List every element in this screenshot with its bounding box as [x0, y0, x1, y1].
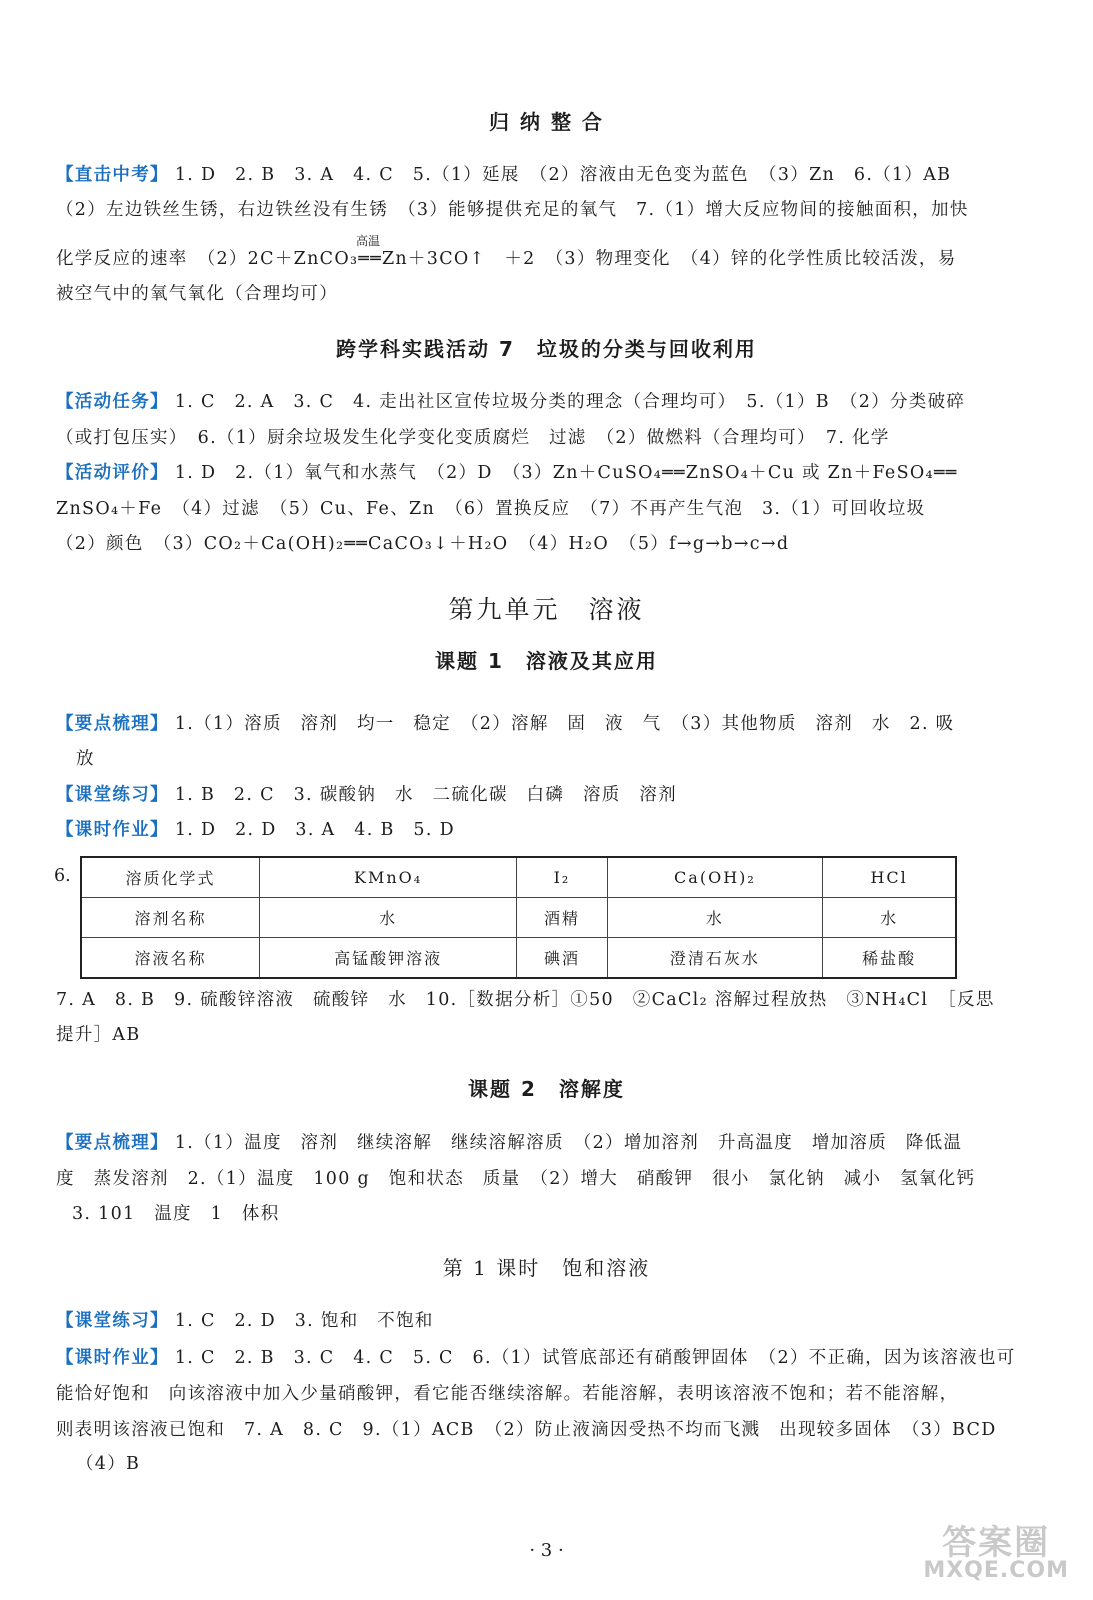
table-cell: 溶剂名称 [81, 898, 260, 938]
table-cell: 水 [607, 898, 823, 938]
tag-ketang: 【课堂练习】 [56, 785, 169, 805]
text-line: 则表明该溶液已饱和 7. A 8. C 9.（1）ACB （2）防止液滴因受热不均而飞溅 出现较多固体 （3）BCD [56, 1420, 997, 1440]
text-line: ZnSO₄＋Fe （4）过滤 （5）Cu、Fe、Zn （6）置换反应 （7）不再产生气泡 3.（1）可回收垃圾 [56, 499, 926, 519]
text-line: 度 蒸发溶剂 2.（1）温度 100 g 饱和状态 质量 （2）增大 硝酸钾 很小 氯化钠 减小 氢氧化钙 [56, 1169, 976, 1189]
watermark-logo: 答案圈 MXQE.COM [923, 1523, 1069, 1583]
heading-guina: 归 纳 整 合 [489, 110, 604, 134]
text-line: 【活动评价】 1. D 2.（1）氧气和水蒸气 （2）D （3）Zn＋CuSO₄══ZnSO₄＋Cu 或 Zn＋FeSO₄══ [56, 463, 958, 483]
table-cell: 溶质化学式 [81, 857, 260, 898]
question-number: 6. [54, 866, 71, 886]
text-line: （4）B [76, 1454, 141, 1474]
table-row [81, 898, 956, 938]
table-cell: 稀盐酸 [823, 938, 956, 979]
tag-ketang: 【课堂练习】 [56, 1311, 169, 1331]
heading-lesson2: 课题 2 溶解度 [468, 1077, 625, 1101]
text-line: 化学反应的速率 （2）2C＋ZnCO₃══Zn＋3CO↑ ＋2 （3）物理变化 （4）锌的化学性质比较活泼，易 [56, 249, 957, 269]
heading-kuaxueke: 跨学科实践活动 7 垃圾的分类与回收利用 [336, 337, 757, 361]
text-line: 能恰好饱和 向该溶液中加入少量硝酸钾，看它能否继续溶解。若能溶解，表明该溶液不饱和；若不能溶解， [56, 1384, 959, 1404]
text-line: （2）颜色 （3）CO₂＋Ca(OH)₂══CaCO₃↓＋H₂O （4）H₂O （5）f→g→b→c→d [56, 534, 790, 554]
text-line: 【直击中考】 1. D 2. B 3. A 4. C 5.（1）延展 （2）溶液由无色变为蓝色 （3）Zn 6.（1）AB [56, 165, 952, 185]
text-line: （或打包压实） 6.（1）厨余垃圾发生化学变化变质腐烂 过滤 （2）做燃料（合理均可） 7. 化学 [56, 428, 890, 448]
heading-period1: 第 1 课时 饱和溶液 [442, 1256, 651, 1280]
heading-lesson1: 课题 1 溶液及其应用 [435, 649, 658, 673]
text-line: 放 [76, 749, 95, 769]
text-line: 【活动任务】 1. C 2. A 3. C 4. 走出社区宣传垃圾分类的理念（合理均可） 5.（1）B （2）分类破碎 [56, 392, 966, 412]
text-line: 【课时作业】 1. D 2. D 3. A 4. B 5. D [56, 820, 455, 840]
text-line: （2）左边铁丝生锈，右边铁丝没有生锈 （3）能够提供充足的氧气 7.（1）增大反应物间的接触面积，加快 [56, 200, 969, 220]
tag-keshi: 【课时作业】 [56, 820, 169, 840]
text-line: 【课堂练习】 1. C 2. D 3. 饱和 不饱和 [56, 1311, 434, 1331]
text-line: 7. A 8. B 9. 硫酸锌溶液 硫酸锌 水 10.［数据分析］①50 ②CaCl₂ 溶解过程放热 ③NH₄Cl ［反思 [56, 990, 995, 1010]
reaction-condition: 高温 [356, 234, 381, 248]
solution-table [80, 856, 957, 979]
page-number: · 3 · [529, 1540, 564, 1561]
heading-unit9: 第九单元 溶液 [448, 595, 645, 624]
tag-keshi: 【课时作业】 [56, 1348, 169, 1368]
table-cell: 水 [260, 898, 517, 938]
text-line: 【要点梳理】 1.（1）温度 溶剂 继续溶解 继续溶解溶质 （2）增加溶剂 升高温度 增加溶质 降低温 [56, 1133, 963, 1153]
tag-yaodian: 【要点梳理】 [56, 1133, 169, 1153]
table-cell: 溶液名称 [81, 938, 260, 979]
table-cell: 澄清石灰水 [607, 938, 823, 979]
text-line: 被空气中的氧气氧化（合理均可） [56, 284, 338, 304]
text-line: 3. 101 温度 1 体积 [72, 1204, 280, 1224]
tag-yaodian: 【要点梳理】 [56, 714, 169, 734]
table-cell: Ca(OH)₂ [607, 857, 823, 898]
table-cell: 酒精 [517, 898, 607, 938]
table-cell: 水 [823, 898, 956, 938]
tag-huodong-pingjia: 【活动评价】 [56, 463, 169, 483]
table-row [81, 857, 956, 898]
table-cell: HCl [823, 857, 956, 898]
table-cell: I₂ [517, 857, 607, 898]
text-line: 提升］AB [56, 1025, 141, 1045]
table-row [81, 938, 956, 979]
text-line: 【课堂练习】 1. B 2. C 3. 碳酸钠 水 二硫化碳 白磷 溶质 溶剂 [56, 785, 677, 805]
tag-zhiji: 【直击中考】 [56, 165, 169, 185]
tag-huodong-renwu: 【活动任务】 [56, 392, 169, 412]
text-line: 【课时作业】 1. C 2. B 3. C 4. C 5. C 6.（1）试管底部还有硝酸钾固体 （2）不正确，因为该溶液也可 [56, 1348, 1016, 1368]
table-cell: 高锰酸钾溶液 [260, 938, 517, 979]
text-line: 【要点梳理】 1.（1）溶质 溶剂 均一 稳定 （2）溶解 固 液 气 （3）其他物质 溶剂 水 2. 吸 [56, 714, 955, 734]
table-cell: 碘酒 [517, 938, 607, 979]
table-cell: KMnO₄ [260, 857, 517, 898]
